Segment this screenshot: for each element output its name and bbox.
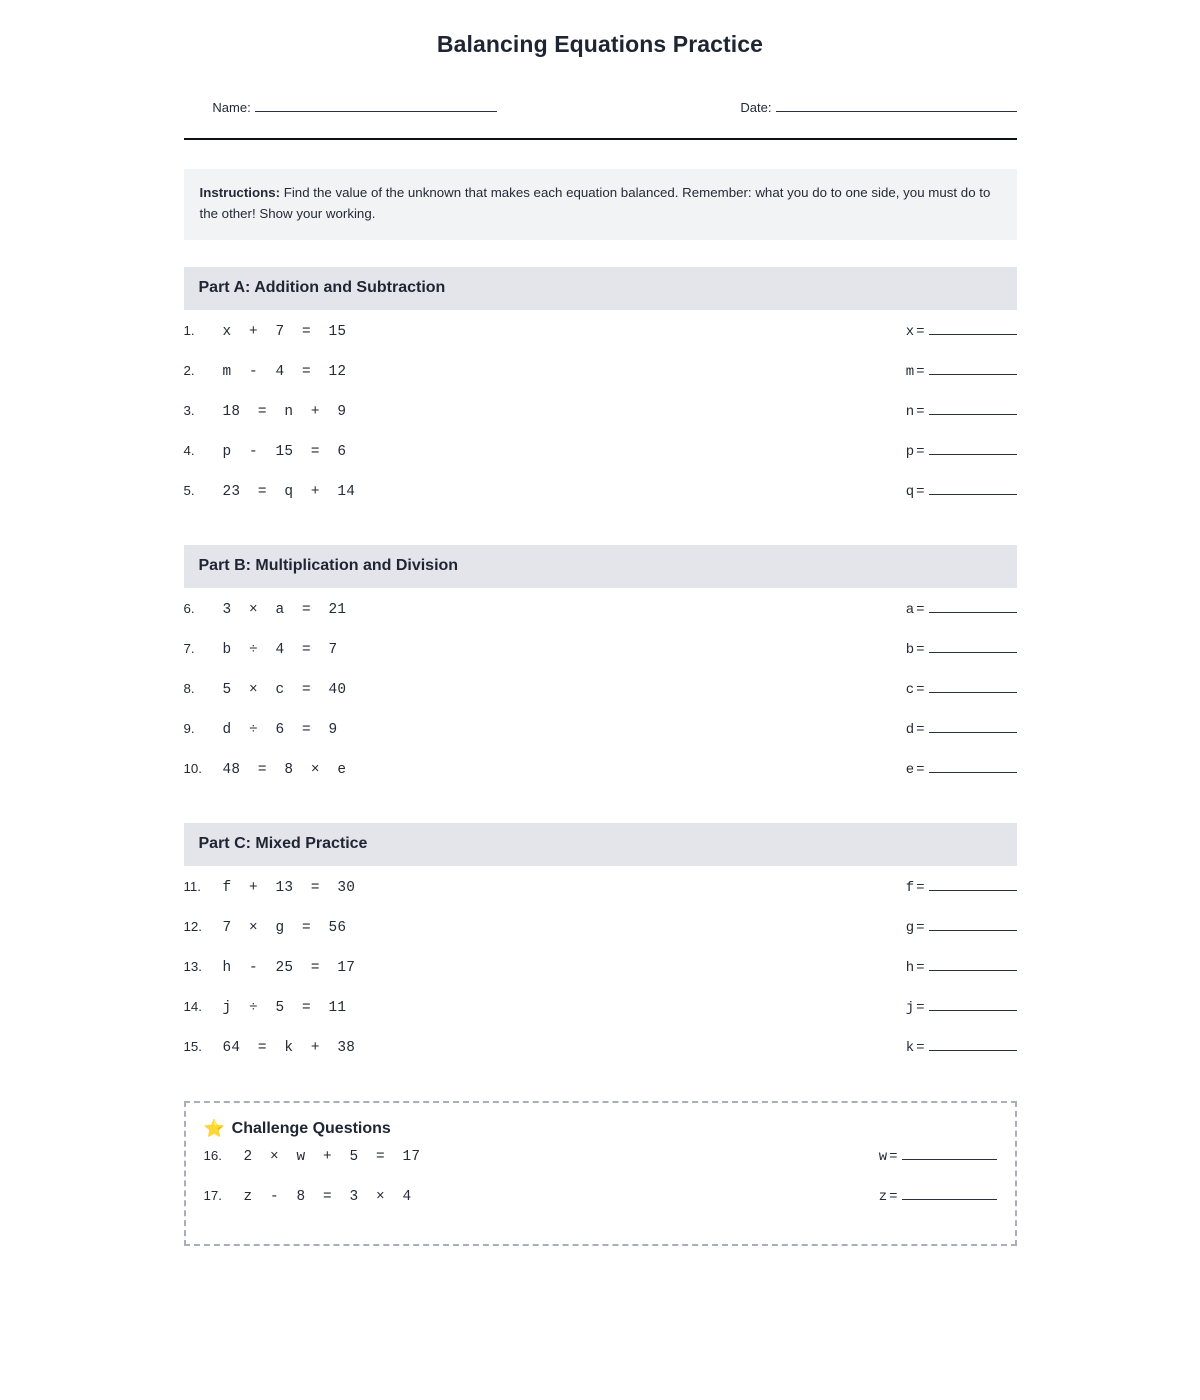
problem-number: 12.	[183, 918, 202, 934]
name-write-line[interactable]	[255, 99, 497, 112]
answer-slot	[902, 443, 1017, 460]
problem-number: 1.	[183, 322, 195, 338]
problem-row	[184, 919, 1017, 959]
answer-write-line[interactable]	[929, 761, 1017, 773]
answer-write-line[interactable]	[929, 323, 1017, 335]
section-part-a	[184, 267, 1017, 523]
answer-equals-sign: =	[916, 1039, 925, 1056]
answer-slot	[902, 641, 1017, 658]
problem-row	[184, 403, 1017, 443]
answer-write-line[interactable]	[929, 443, 1017, 455]
answer-variable: w	[878, 1148, 888, 1165]
answer-slot	[902, 1039, 1017, 1056]
problem-equation: p - 15 = 6	[222, 443, 347, 460]
name-field-group	[184, 83, 497, 133]
answer-slot	[902, 761, 1017, 778]
date-field-group	[712, 83, 1017, 133]
section-part-c	[184, 823, 1017, 1079]
answer-write-line[interactable]	[902, 1148, 997, 1160]
problem-equation: h - 25 = 17	[222, 959, 356, 976]
answer-write-line[interactable]	[902, 1188, 997, 1200]
problem-equation: j ÷ 5 = 11	[222, 999, 347, 1016]
problem-row	[184, 483, 1017, 523]
answer-slot	[902, 403, 1017, 420]
problem-row	[184, 879, 1017, 919]
problem-row	[184, 999, 1017, 1039]
answer-write-line[interactable]	[929, 363, 1017, 375]
answer-equals-sign: =	[916, 403, 925, 420]
answer-equals-sign: =	[916, 483, 925, 500]
problem-equation: 3 × a = 21	[222, 601, 347, 618]
answer-equals-sign: =	[916, 999, 925, 1016]
problem-number: 11.	[183, 878, 201, 894]
problem-row	[184, 1039, 1017, 1079]
answer-variable: q	[905, 483, 915, 500]
answer-write-line[interactable]	[929, 403, 1017, 415]
page-title: Balancing Equations Practice	[436, 31, 764, 57]
answer-write-line[interactable]	[929, 959, 1017, 971]
answer-slot	[902, 919, 1017, 936]
answer-variable: h	[905, 959, 915, 976]
answer-slot	[867, 1188, 997, 1205]
answer-equals-sign: =	[916, 761, 925, 778]
problem-number: 10.	[183, 760, 202, 776]
answer-write-line[interactable]	[929, 601, 1017, 613]
answer-variable: x	[905, 323, 915, 340]
answer-variable: n	[905, 403, 915, 420]
worksheet-sheet	[184, 0, 1017, 1246]
problem-number: 5.	[183, 482, 195, 498]
problem-row	[184, 363, 1017, 403]
problem-number: 2.	[183, 362, 195, 378]
problem-equation: z - 8 = 3 × 4	[243, 1188, 412, 1205]
answer-write-line[interactable]	[929, 483, 1017, 495]
answer-slot	[902, 959, 1017, 976]
answer-variable: z	[878, 1188, 888, 1205]
answer-write-line[interactable]	[929, 999, 1017, 1011]
answer-variable: d	[905, 721, 915, 738]
answer-equals-sign: =	[916, 323, 925, 340]
answer-equals-sign: =	[916, 721, 925, 738]
answer-write-line[interactable]	[929, 1039, 1017, 1051]
problem-number: 8.	[183, 680, 195, 696]
answer-slot	[902, 363, 1017, 380]
section-heading-part-c: Part C: Mixed Practice	[184, 823, 1017, 866]
problem-number: 3.	[183, 402, 195, 418]
problem-number: 4.	[183, 442, 195, 458]
problem-number: 15.	[183, 1038, 202, 1054]
answer-slot	[902, 999, 1017, 1016]
answer-variable: p	[905, 443, 915, 460]
answer-write-line[interactable]	[929, 641, 1017, 653]
answer-variable: m	[905, 363, 915, 380]
answer-variable: g	[905, 919, 915, 936]
problem-number: 13.	[183, 958, 202, 974]
problem-equation: f + 13 = 30	[222, 879, 356, 896]
problem-number: 14.	[183, 998, 202, 1014]
problem-equation: b ÷ 4 = 7	[222, 641, 338, 658]
problem-equation: 2 × w + 5 = 17	[243, 1148, 421, 1165]
problem-number: 17.	[203, 1187, 222, 1203]
problem-row	[184, 681, 1017, 721]
answer-equals-sign: =	[916, 879, 925, 896]
problem-row	[184, 601, 1017, 641]
problem-equation: x + 7 = 15	[222, 323, 347, 340]
problem-row	[184, 641, 1017, 681]
answer-equals-sign: =	[916, 959, 925, 976]
answer-slot	[902, 323, 1017, 340]
problem-row	[184, 959, 1017, 999]
answer-equals-sign: =	[889, 1188, 898, 1205]
answer-equals-sign: =	[916, 443, 925, 460]
section-heading-part-b: Part B: Multiplication and Division	[184, 545, 1017, 588]
problem-row	[204, 1188, 997, 1228]
problem-equation: 64 = k + 38	[222, 1039, 356, 1056]
instructions-label: Instructions:	[199, 185, 281, 201]
answer-variable: c	[905, 681, 915, 698]
section-part-b	[184, 545, 1017, 801]
problem-row	[184, 721, 1017, 761]
problem-equation: 18 = n + 9	[222, 403, 347, 420]
answer-write-line[interactable]	[929, 681, 1017, 693]
instructions-box	[184, 169, 1017, 239]
answer-variable: k	[905, 1039, 915, 1056]
problem-number: 16.	[203, 1147, 222, 1163]
answer-equals-sign: =	[916, 641, 925, 658]
answer-variable: j	[905, 999, 915, 1016]
section-heading-part-a: Part A: Addition and Subtraction	[184, 267, 1017, 310]
answer-equals-sign: =	[916, 681, 925, 698]
answer-equals-sign: =	[916, 363, 925, 380]
name-date-row	[184, 83, 1017, 141]
answer-variable: a	[905, 601, 915, 618]
problem-equation: 48 = 8 × e	[222, 761, 347, 778]
problem-row	[184, 443, 1017, 483]
problem-equation: 7 × g = 56	[222, 919, 347, 936]
date-write-line[interactable]	[776, 99, 1017, 112]
problem-equation: m - 4 = 12	[222, 363, 347, 380]
problem-number: 9.	[183, 720, 195, 736]
answer-slot	[902, 483, 1017, 500]
answer-write-line[interactable]	[929, 879, 1017, 891]
answer-slot	[902, 681, 1017, 698]
problem-equation: 5 × c = 40	[222, 681, 347, 698]
name-label: Name:	[212, 99, 251, 115]
answer-slot	[902, 879, 1017, 896]
challenge-heading	[204, 1120, 997, 1138]
answer-slot	[867, 1148, 997, 1165]
answer-slot	[902, 721, 1017, 738]
answer-write-line[interactable]	[929, 919, 1017, 931]
answer-variable: b	[905, 641, 915, 658]
date-label: Date:	[740, 99, 772, 115]
answer-equals-sign: =	[889, 1148, 898, 1165]
challenge-questions-box	[184, 1101, 1017, 1246]
instructions-text: Find the value of the unknown that makes each equation balanced. Remember: what you do to one side, you must do to the other! Show your working.	[199, 185, 991, 221]
answer-equals-sign: =	[916, 919, 925, 936]
problem-equation: 23 = q + 14	[222, 483, 356, 500]
problem-row	[184, 323, 1017, 363]
challenge-heading-label: Challenge Questions	[231, 1119, 391, 1137]
answer-slot	[902, 601, 1017, 618]
problem-number: 7.	[183, 640, 195, 656]
answer-write-line[interactable]	[929, 721, 1017, 733]
answer-equals-sign: =	[916, 601, 925, 618]
answer-variable: f	[905, 879, 915, 896]
star-icon: ⭐	[203, 1119, 225, 1139]
problem-row	[204, 1148, 997, 1188]
answer-variable: e	[905, 761, 915, 778]
problem-equation: d ÷ 6 = 9	[222, 721, 338, 738]
problem-number: 6.	[183, 600, 195, 616]
problem-row	[184, 761, 1017, 801]
